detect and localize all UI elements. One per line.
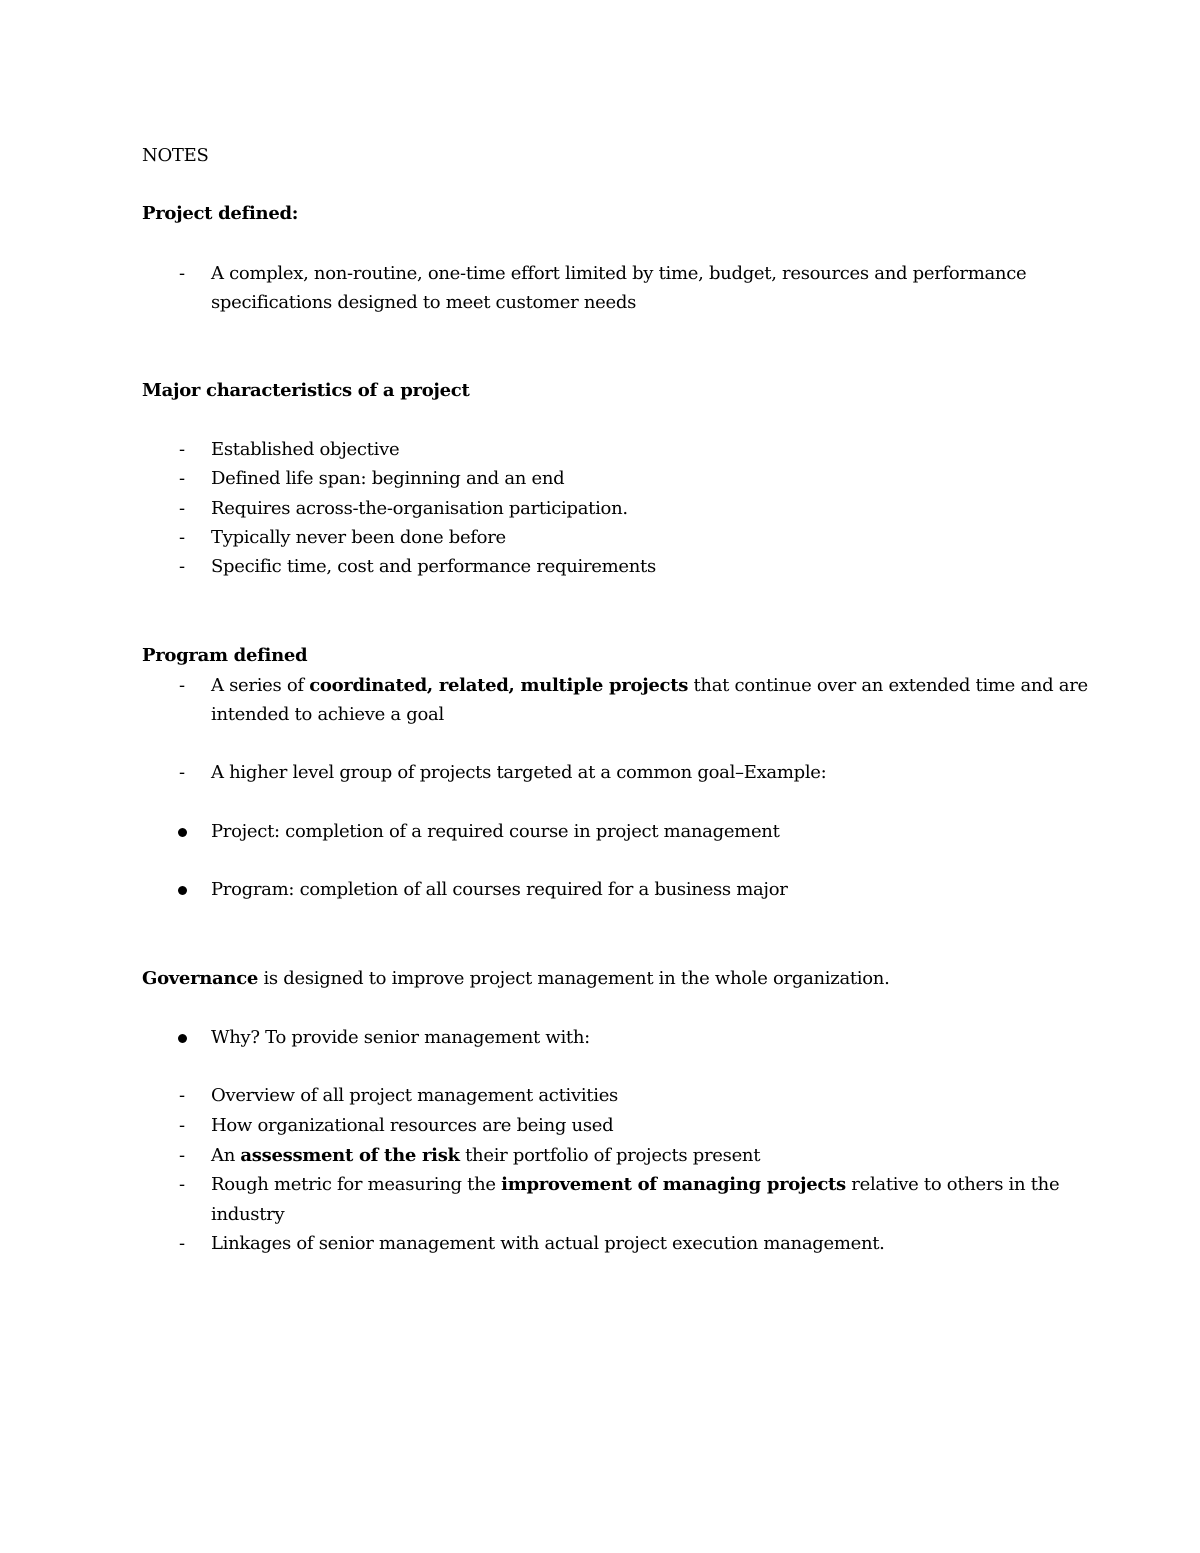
governance-intro [142, 968, 890, 990]
governance-intro-rest: is designed to improve project management in the whole organization. [258, 968, 890, 989]
example-project: Project: completion of a required course in project management [211, 821, 780, 842]
governance-metric-line1 [211, 1174, 1059, 1196]
governance-risk-prefix: An [211, 1145, 241, 1166]
dash-marker: - [178, 1085, 186, 1106]
governance-metric-prefix: Rough metric for measuring the [211, 1174, 502, 1195]
governance-resources: How organizational resources are being used [211, 1115, 614, 1136]
bullet-icon [178, 828, 187, 837]
governance-metric-bold: improvement of managing projects [501, 1174, 846, 1195]
dash-marker: - [178, 762, 186, 783]
notes-label: NOTES [142, 145, 209, 166]
dash-marker: - [178, 468, 186, 489]
dash-marker: - [178, 1145, 186, 1166]
program-series-prefix: A series of [211, 675, 310, 696]
dash-marker: - [178, 498, 186, 519]
bullet-icon [178, 1034, 187, 1043]
governance-term: Governance [142, 968, 259, 989]
program-series-suffix: that continue over an extended time and are [688, 675, 1088, 696]
example-program: Program: completion of all courses required for a business major [211, 879, 788, 900]
dash-marker: - [178, 527, 186, 548]
governance-risk-suffix: their portfolio of projects present [459, 1145, 761, 1166]
program-series-bold: coordinated, related, multiple projects [309, 675, 689, 696]
program-series-line1 [211, 675, 1088, 697]
dash-marker: - [178, 1174, 186, 1195]
project-definition-line1: A complex, non-routine, one-time effort limited by time, budget, resources and performance [211, 263, 1027, 284]
dash-marker: - [178, 263, 186, 284]
characteristic-item: Specific time, cost and performance requirements [211, 556, 656, 577]
program-series-line2: intended to achieve a goal [211, 704, 444, 725]
dash-marker: - [178, 439, 186, 460]
governance-linkages: Linkages of senior management with actual project execution management. [211, 1233, 885, 1254]
governance-overview: Overview of all project management activities [211, 1085, 618, 1106]
program-defined-heading: Program defined [142, 645, 308, 666]
characteristics-heading: Major characteristics of a project [142, 380, 470, 401]
governance-metric-line2: industry [211, 1204, 285, 1225]
dash-marker: - [178, 675, 186, 696]
characteristic-item: Requires across-the-organisation participation. [211, 498, 628, 519]
governance-risk-bold: assessment of the risk [240, 1145, 460, 1166]
program-higher-level: A higher level group of projects targeted at a common goal–Example: [211, 762, 827, 783]
bullet-icon [178, 886, 187, 895]
governance-metric-suffix: relative to others in the [845, 1174, 1060, 1195]
dash-marker: - [178, 1115, 186, 1136]
project-defined-heading: Project defined: [142, 203, 299, 224]
dash-marker: - [178, 556, 186, 577]
characteristic-item: Established objective [211, 439, 400, 460]
dash-marker: - [178, 1233, 186, 1254]
governance-risk [211, 1145, 760, 1167]
governance-why: Why? To provide senior management with: [211, 1027, 590, 1048]
characteristic-item: Defined life span: beginning and an end [211, 468, 565, 489]
project-definition-line2: specifications designed to meet customer needs [211, 292, 637, 313]
characteristic-item: Typically never been done before [211, 527, 506, 548]
